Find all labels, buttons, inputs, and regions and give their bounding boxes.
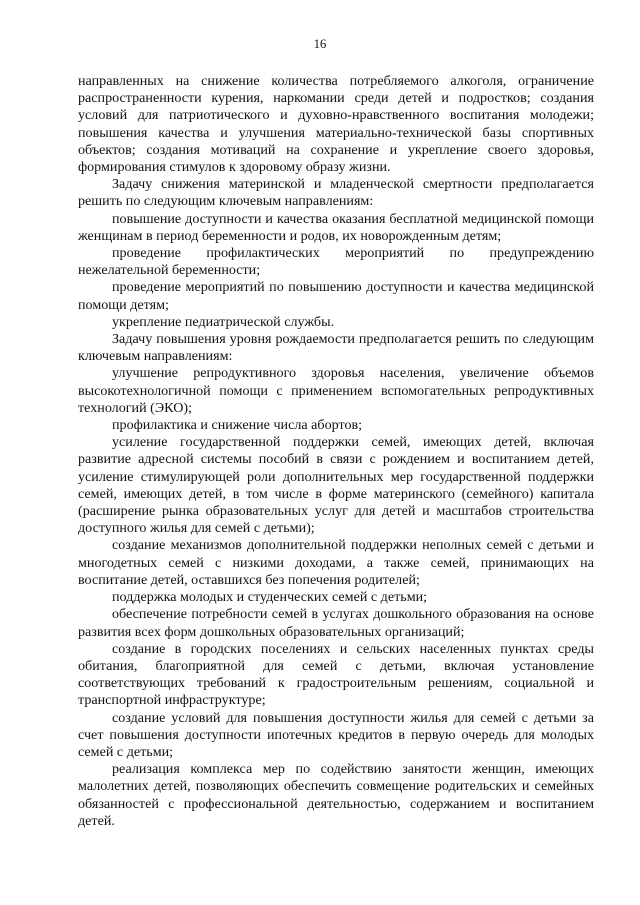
paragraph-free-medical-care: повышение доступности и качества оказания бесплатной медицинской помощи женщинам в период беременности и родов, их новорожденным детям; xyxy=(78,210,594,244)
paragraph-birth-rate-intro: Задачу повышения уровня рождаемости предполагается решить по следующим ключевым направлениям: xyxy=(78,331,594,365)
paragraph-child-medical-care: проведение мероприятий по повышению доступности и качества медицинской помощи детям; xyxy=(78,279,594,313)
paragraph-pregnancy-prevention: проведение профилактических мероприятий по предупреждению нежелательной беременности; xyxy=(78,245,594,279)
paragraph-preschool-education: обеспечение потребности семей в услугах дошкольного образования на основе развития всех форм дошкольных образовательных организаций; xyxy=(78,606,594,640)
paragraph-pediatric-service: укрепление педиатрической службы. xyxy=(112,313,335,330)
paragraph-maternal-mortality-intro: Задачу снижения материнской и младенческой смертности предполагается решить по следующим ключевым направлениям: xyxy=(78,176,594,210)
paragraph-women-employment: реализация комплекса мер по содействию занятости женщин, имеющих малолетних детей, позволяющих обеспечить совмещение родительских и семейных обязанностей с профессиональной деятельностью, содержанием и воспитанием детей. xyxy=(78,761,594,829)
paragraph-continuation: направленных на снижение количества потребляемого алкоголя, ограничение распространенности курения, наркомании среди детей и подростков; создания условий для патриотического и духовно-нравственного воспитания молодежи; повышения качества и улучшения материально-технической базы спортивных объектов; создания мотиваций на сохранение и укрепление своего здоровья, формирования стимулов к здоровому образу жизни. xyxy=(78,73,594,176)
paragraph-state-family-support: усиление государственной поддержки семей, имеющих детей, включая развитие адресной системы пособий в связи с рождением и воспитанием детей, усиление стимулирующей роли дополнительных мер государственной поддержки семей, имеющих детей, в том числе в форме материнского (семейного) капитала (расширение рынка образовательных услуг для детей и масштабов строительства доступного жилья для семей с детьми); xyxy=(78,434,594,537)
paragraph-young-families: поддержка молодых и студенческих семей с детьми; xyxy=(112,589,428,606)
page-number: 16 xyxy=(313,37,327,51)
paragraph-living-environment: создание в городских поселениях и сельских населенных пунктах среды обитания, благоприятной для семей с детьми, включая установление соответствующих требований к градостроительным решениям, социальной и транспортной инфраструктуре; xyxy=(78,640,594,709)
paragraph-housing-affordability: создание условий для повышения доступности жилья для семей с детьми за счет повышения доступности ипотечных кредитов в первую очередь для молодых семей с детьми; xyxy=(78,709,594,760)
paragraph-reproductive-health: улучшение репродуктивного здоровья населения, увеличение объемов высокотехнологичной помощи с применением вспомогательных репродуктивных технологий (ЭКО); xyxy=(78,365,594,416)
paragraph-single-parent-support: создание механизмов дополнительной поддержки неполных семей с детьми и многодетных семей с низкими доходами, а также семей, принимающих на воспитание детей, оставшихся без попечения родителей; xyxy=(78,537,594,588)
document-body xyxy=(78,73,594,830)
paragraph-abortion-prevention: профилактика и снижение числа абортов; xyxy=(112,417,363,434)
